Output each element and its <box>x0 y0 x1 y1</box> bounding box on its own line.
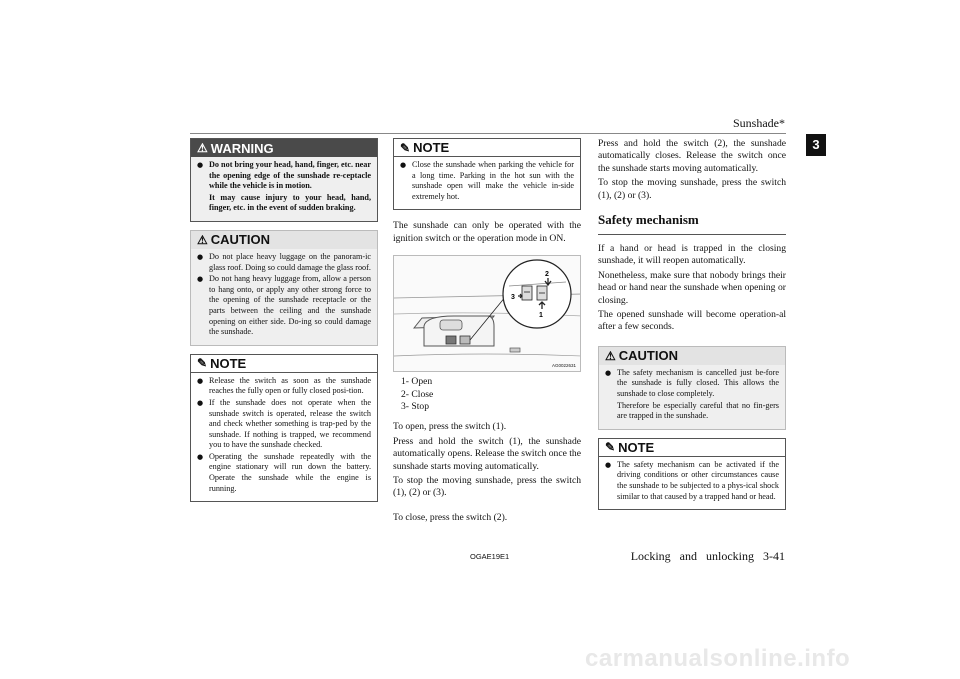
section-title: Sunshade* <box>733 116 785 130</box>
note-item: ● The safety mechanism can be activated if the driving conditions or other circumstances cause the sunshade to be subjected to a phys-ical shock similar to that caused by a trapped hand or head. <box>605 459 779 501</box>
callout-label: 1 <box>539 312 543 320</box>
legend-item: 2- Close <box>401 388 434 400</box>
note-item: ● Close the sunshade when parking the vehicle for a long time. Parking in the hot sun with the sunshade open will make the vehicle in-side extremely hot. <box>400 160 574 201</box>
body-paragraph: To stop the moving sunshade, press the switch (1), (2) or (3). <box>598 177 786 201</box>
caution-icon: ⚠ <box>197 232 208 247</box>
bullet-icon: ● <box>197 452 204 461</box>
column-middle <box>393 138 581 526</box>
caution-item: Therefore be especially careful that no fin-gers are trapped in the sunshade. <box>617 400 779 421</box>
warning-icon: ⚠ <box>197 141 208 155</box>
body-paragraph: To stop the moving sunshade, press the switch (1), (2) or (3). <box>393 475 581 499</box>
note-header <box>191 355 377 373</box>
section-heading: Safety mechanism <box>598 212 786 235</box>
body-paragraph: To open, press the switch (1). <box>393 421 507 433</box>
caution-item: ● The safety mechanism is cancelled just be-fore the sunshade is fully closed. This allows the sunshade to close completely. <box>605 367 779 399</box>
caution-body <box>191 249 377 345</box>
note-box <box>598 438 786 510</box>
header-rule <box>190 133 786 134</box>
warning-item: It may cause injury to your head, hand, finger, etc. in the event of sudden braking. <box>209 192 371 213</box>
note-box <box>190 354 378 503</box>
bullet-icon: ● <box>197 398 204 407</box>
warning-body <box>191 157 377 221</box>
warning-header <box>191 139 377 157</box>
bullet-icon: ● <box>197 275 204 284</box>
column-left <box>190 138 378 510</box>
note-icon: ✎ <box>605 440 616 455</box>
bullet-icon: ● <box>197 376 204 385</box>
figure-legend <box>401 376 581 413</box>
note-item: ● If the sunshade does not operate when the sunshade switch is operated, release the switch and check whether something is trap-ped by the sunshade. If nothing is trapped, we recommend you to have the sunshade checked. <box>197 397 371 450</box>
body-paragraph: To close, press the switch (2). <box>393 511 508 523</box>
body-paragraph: Press and hold the switch (1), the sunshade automatically opens. Release the switch once the sunshade starts moving automatically. <box>393 435 581 472</box>
warning-item: ● Do not bring your head, hand, finger, etc. near the opening edge of the sunshade re-ceptacle while the vehicle is in motion. <box>197 160 371 191</box>
legend-item: 3- Stop <box>401 401 429 412</box>
callout-label: 3 <box>511 294 515 302</box>
caution-header <box>599 347 785 365</box>
footer-page-label <box>631 549 785 564</box>
warning-box <box>190 138 378 222</box>
caution-body <box>599 365 785 429</box>
note-item: ● Operating the sunshade repeatedly with the engine stationary will run down the battery. Operate the sunshade while the engine is running. <box>197 451 371 493</box>
footer-code: OGAE19E1 <box>470 552 510 561</box>
body-paragraph: If a hand or head is trapped in the closing sunshade, it will reopen automatically. <box>598 243 786 267</box>
caution-header <box>191 231 377 249</box>
body-paragraph: Nonetheless, make sure that nobody brings their head or hand near the sunshade when opening or closing. <box>598 269 786 306</box>
caution-icon: ⚠ <box>605 348 616 363</box>
note-body <box>191 373 377 502</box>
intro-paragraph: The sunshade can only be operated with the ignition switch or the operation mode in ON. <box>393 220 581 244</box>
bullet-icon: ● <box>400 161 407 169</box>
bullet-icon: ● <box>197 252 204 261</box>
note-title: NOTE <box>618 439 655 455</box>
figure-code: AG0022631 <box>551 363 576 369</box>
caution-box <box>598 346 786 430</box>
caution-item: ● Do not place heavy luggage on the panoram-ic glass roof. Doing so could damage the glass roof. <box>197 251 371 272</box>
note-item: ● Release the switch as soon as the sunshade reaches the fully open or fully closed posi-tion. <box>197 375 371 396</box>
note-body <box>394 157 580 209</box>
roof-console-illustration <box>394 256 581 372</box>
caution-box <box>190 230 378 346</box>
note-title: NOTE <box>210 355 247 371</box>
body-paragraph: Press and hold the switch (2), the sunshade automatically closes. Release the switch once the sunshade starts moving automatically. <box>598 138 786 174</box>
caution-title: CAUTION <box>210 232 270 248</box>
note-icon: ✎ <box>197 356 208 371</box>
bullet-icon: ● <box>197 161 204 169</box>
footer-page-number: 3-41 <box>763 549 785 563</box>
note-header <box>599 439 785 457</box>
legend-item: 1- Open <box>401 376 433 388</box>
note-icon: ✎ <box>400 140 411 155</box>
note-header <box>394 139 580 157</box>
note-box <box>393 138 581 210</box>
caution-item: ● Do not hang heavy luggage from, allow a person to hang onto, or apply any other strong force to the opening of the sunshade receptacle or the parts between the ceiling and the sunshade opening on either side. Do-ing so could damage the sunshade. <box>197 274 371 337</box>
note-body <box>599 457 785 509</box>
footer-chapter-name: Locking and unlocking <box>630 549 754 563</box>
watermark: carmanualsonline.info <box>585 645 851 672</box>
note-title: NOTE <box>413 140 450 155</box>
body-paragraph: The opened sunshade will become operation-al after a few seconds. <box>598 309 786 333</box>
warning-title: WARNING <box>210 140 274 156</box>
caution-title: CAUTION <box>618 348 678 364</box>
callout-label: 2 <box>545 271 549 279</box>
sunshade-switch-figure <box>393 255 581 372</box>
bullet-icon: ● <box>605 460 612 469</box>
column-right <box>598 138 786 518</box>
bullet-icon: ● <box>605 368 612 377</box>
chapter-tab: 3 <box>806 134 826 156</box>
